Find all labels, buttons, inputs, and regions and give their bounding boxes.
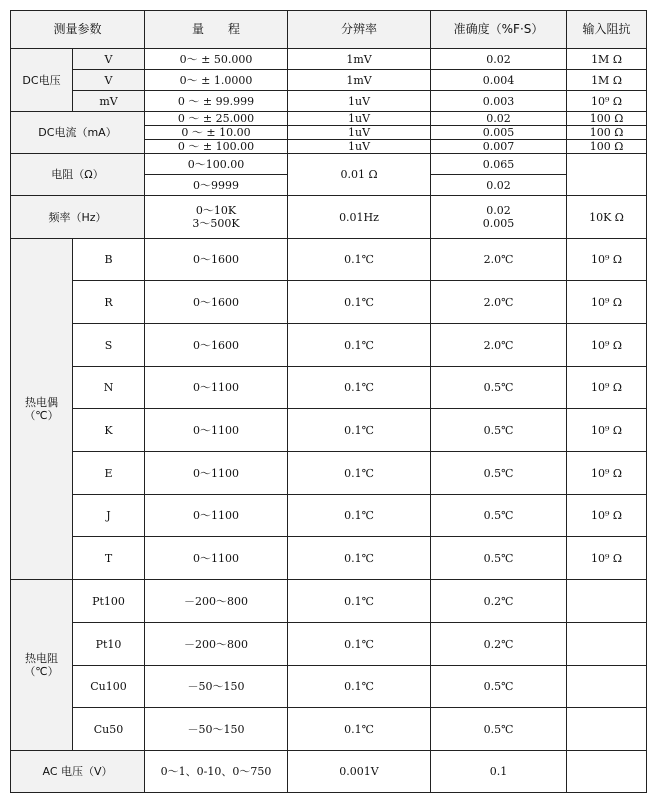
tc-resolution: 0.1℃ [288,409,431,452]
header-impedance: 输入阻抗 [567,11,647,49]
tc-type: B [73,239,145,281]
tc-resolution: 0.1℃ [288,537,431,580]
dca-resolution: 1uV [288,126,431,140]
dca-range: 0 ～ ± 10.00 [145,126,288,140]
tc-impedance: 10⁹ Ω [567,537,647,580]
rtd-type: Pt10 [73,623,145,666]
rtd-accuracy: 0.2℃ [431,580,567,623]
table-row [11,112,647,126]
rtd-unit: （℃） [24,665,59,678]
table-row [11,70,647,91]
dcv-accuracy: 0.02 [431,49,567,70]
dcv-category: DC电压 [11,49,73,112]
header-accuracy: 准确度（%F·S） [431,11,567,49]
acv-category: AC 电压（V） [11,751,145,793]
resistance-resolution: 0.01 Ω [288,154,431,196]
dca-resolution: 1uV [288,112,431,126]
tc-accuracy: 0.5℃ [431,537,567,580]
dcv-accuracy: 0.004 [431,70,567,91]
rtd-category [11,580,73,751]
dca-range: 0 ～ ± 100.00 [145,140,288,154]
frequency-resolution: 0.01Hz [288,196,431,239]
thermocouple-unit: （℃） [24,409,59,422]
dcv-resolution: 1mV [288,49,431,70]
tc-range: 0～1100 [145,409,288,452]
tc-type: E [73,452,145,495]
table-row [11,495,647,537]
tc-type: J [73,495,145,537]
rtd-resolution: 0.1℃ [288,623,431,666]
tc-accuracy: 0.5℃ [431,367,567,409]
table-row [11,452,647,495]
dcv-impedance: 1M Ω [567,49,647,70]
table-row [11,580,647,623]
dca-impedance: 100 Ω [567,140,647,154]
rtd-resolution: 0.1℃ [288,666,431,708]
dca-accuracy: 0.007 [431,140,567,154]
table-row [11,367,647,409]
tc-impedance: 10⁹ Ω [567,324,647,367]
table-row [11,91,647,112]
spec-table [10,10,647,793]
rtd-range: －200～800 [145,580,288,623]
tc-impedance: 10⁹ Ω [567,367,647,409]
resistance-accuracy: 0.02 [431,175,567,196]
table-row [11,196,647,239]
table-row [11,409,647,452]
resistance-impedance [567,154,647,196]
tc-resolution: 0.1℃ [288,367,431,409]
thermocouple-category [11,239,73,580]
table-row [11,154,647,175]
dcv-impedance: 10⁹ Ω [567,91,647,112]
rtd-range: －50～150 [145,708,288,751]
tc-resolution: 0.1℃ [288,495,431,537]
dcv-unit: V [73,70,145,91]
tc-accuracy: 0.5℃ [431,409,567,452]
tc-type: N [73,367,145,409]
resistance-range: 0～100.00 [145,154,288,175]
tc-accuracy: 2.0℃ [431,239,567,281]
tc-range: 0～1100 [145,537,288,580]
table-row [11,708,647,751]
dcv-range: 0 ～ ± 99.999 [145,91,288,112]
acv-resolution: 0.001V [288,751,431,793]
dcv-unit: mV [73,91,145,112]
tc-type: K [73,409,145,452]
table-row [11,751,647,793]
tc-range: 0～1600 [145,324,288,367]
tc-resolution: 0.1℃ [288,324,431,367]
resistance-accuracy: 0.065 [431,154,567,175]
resistance-category: 电阻（Ω） [11,154,145,196]
header-range: 量 程 [145,11,288,49]
rtd-accuracy: 0.5℃ [431,666,567,708]
dcv-resolution: 1mV [288,70,431,91]
table-row [11,537,647,580]
table-row [11,281,647,324]
rtd-impedance [567,708,647,751]
tc-range: 0～1100 [145,367,288,409]
tc-impedance: 10⁹ Ω [567,281,647,324]
tc-range: 0～1600 [145,281,288,324]
tc-accuracy: 2.0℃ [431,281,567,324]
rtd-label: 热电阻 [25,652,58,665]
tc-accuracy: 0.5℃ [431,495,567,537]
rtd-impedance [567,666,647,708]
resistance-range: 0～9999 [145,175,288,196]
table-row [11,623,647,666]
frequency-accuracy-1: 0.02 [486,204,511,217]
table-row [11,239,647,281]
header-param: 测量参数 [11,11,145,49]
frequency-range-2: 3～500K [192,217,240,230]
tc-range: 0～1100 [145,452,288,495]
rtd-range: －50～150 [145,666,288,708]
rtd-resolution: 0.1℃ [288,580,431,623]
rtd-accuracy: 0.2℃ [431,623,567,666]
dca-impedance: 100 Ω [567,112,647,126]
tc-accuracy: 2.0℃ [431,324,567,367]
table-row [11,666,647,708]
rtd-type: Pt100 [73,580,145,623]
tc-type: S [73,324,145,367]
rtd-range: －200～800 [145,623,288,666]
dcv-impedance: 1M Ω [567,70,647,91]
dcv-resolution: 1uV [288,91,431,112]
frequency-range [145,196,288,239]
tc-type: T [73,537,145,580]
dcv-range: 0～ ± 50.000 [145,49,288,70]
tc-impedance: 10⁹ Ω [567,452,647,495]
tc-type: R [73,281,145,324]
dcv-unit: V [73,49,145,70]
dcv-range: 0～ ± 1.0000 [145,70,288,91]
frequency-category: 频率（Hz） [11,196,145,239]
frequency-accuracy [431,196,567,239]
tc-resolution: 0.1℃ [288,281,431,324]
frequency-accuracy-2: 0.005 [482,217,515,230]
rtd-type: Cu50 [73,708,145,751]
header-resolution: 分辨率 [288,11,431,49]
frequency-impedance: 10K Ω [567,196,647,239]
tc-impedance: 10⁹ Ω [567,495,647,537]
acv-range: 0～1、0-10、0～750 [145,751,288,793]
dcv-accuracy: 0.003 [431,91,567,112]
tc-impedance: 10⁹ Ω [567,239,647,281]
rtd-impedance [567,623,647,666]
tc-range: 0～1600 [145,239,288,281]
table-row [11,324,647,367]
frequency-range-1: 0～10K [195,204,237,217]
tc-range: 0～1100 [145,495,288,537]
dca-accuracy: 0.005 [431,126,567,140]
acv-impedance [567,751,647,793]
thermocouple-label: 热电偶 [25,396,58,409]
header-row [11,11,647,49]
rtd-impedance [567,580,647,623]
rtd-type: Cu100 [73,666,145,708]
rtd-resolution: 0.1℃ [288,708,431,751]
table-row [11,49,647,70]
dca-category: DC电流（mA） [11,112,145,154]
tc-impedance: 10⁹ Ω [567,409,647,452]
tc-accuracy: 0.5℃ [431,452,567,495]
dca-impedance: 100 Ω [567,126,647,140]
dca-range: 0 ～ ± 25.000 [145,112,288,126]
dca-resolution: 1uV [288,140,431,154]
rtd-accuracy: 0.5℃ [431,708,567,751]
acv-accuracy: 0.1 [431,751,567,793]
tc-resolution: 0.1℃ [288,239,431,281]
dca-accuracy: 0.02 [431,112,567,126]
tc-resolution: 0.1℃ [288,452,431,495]
